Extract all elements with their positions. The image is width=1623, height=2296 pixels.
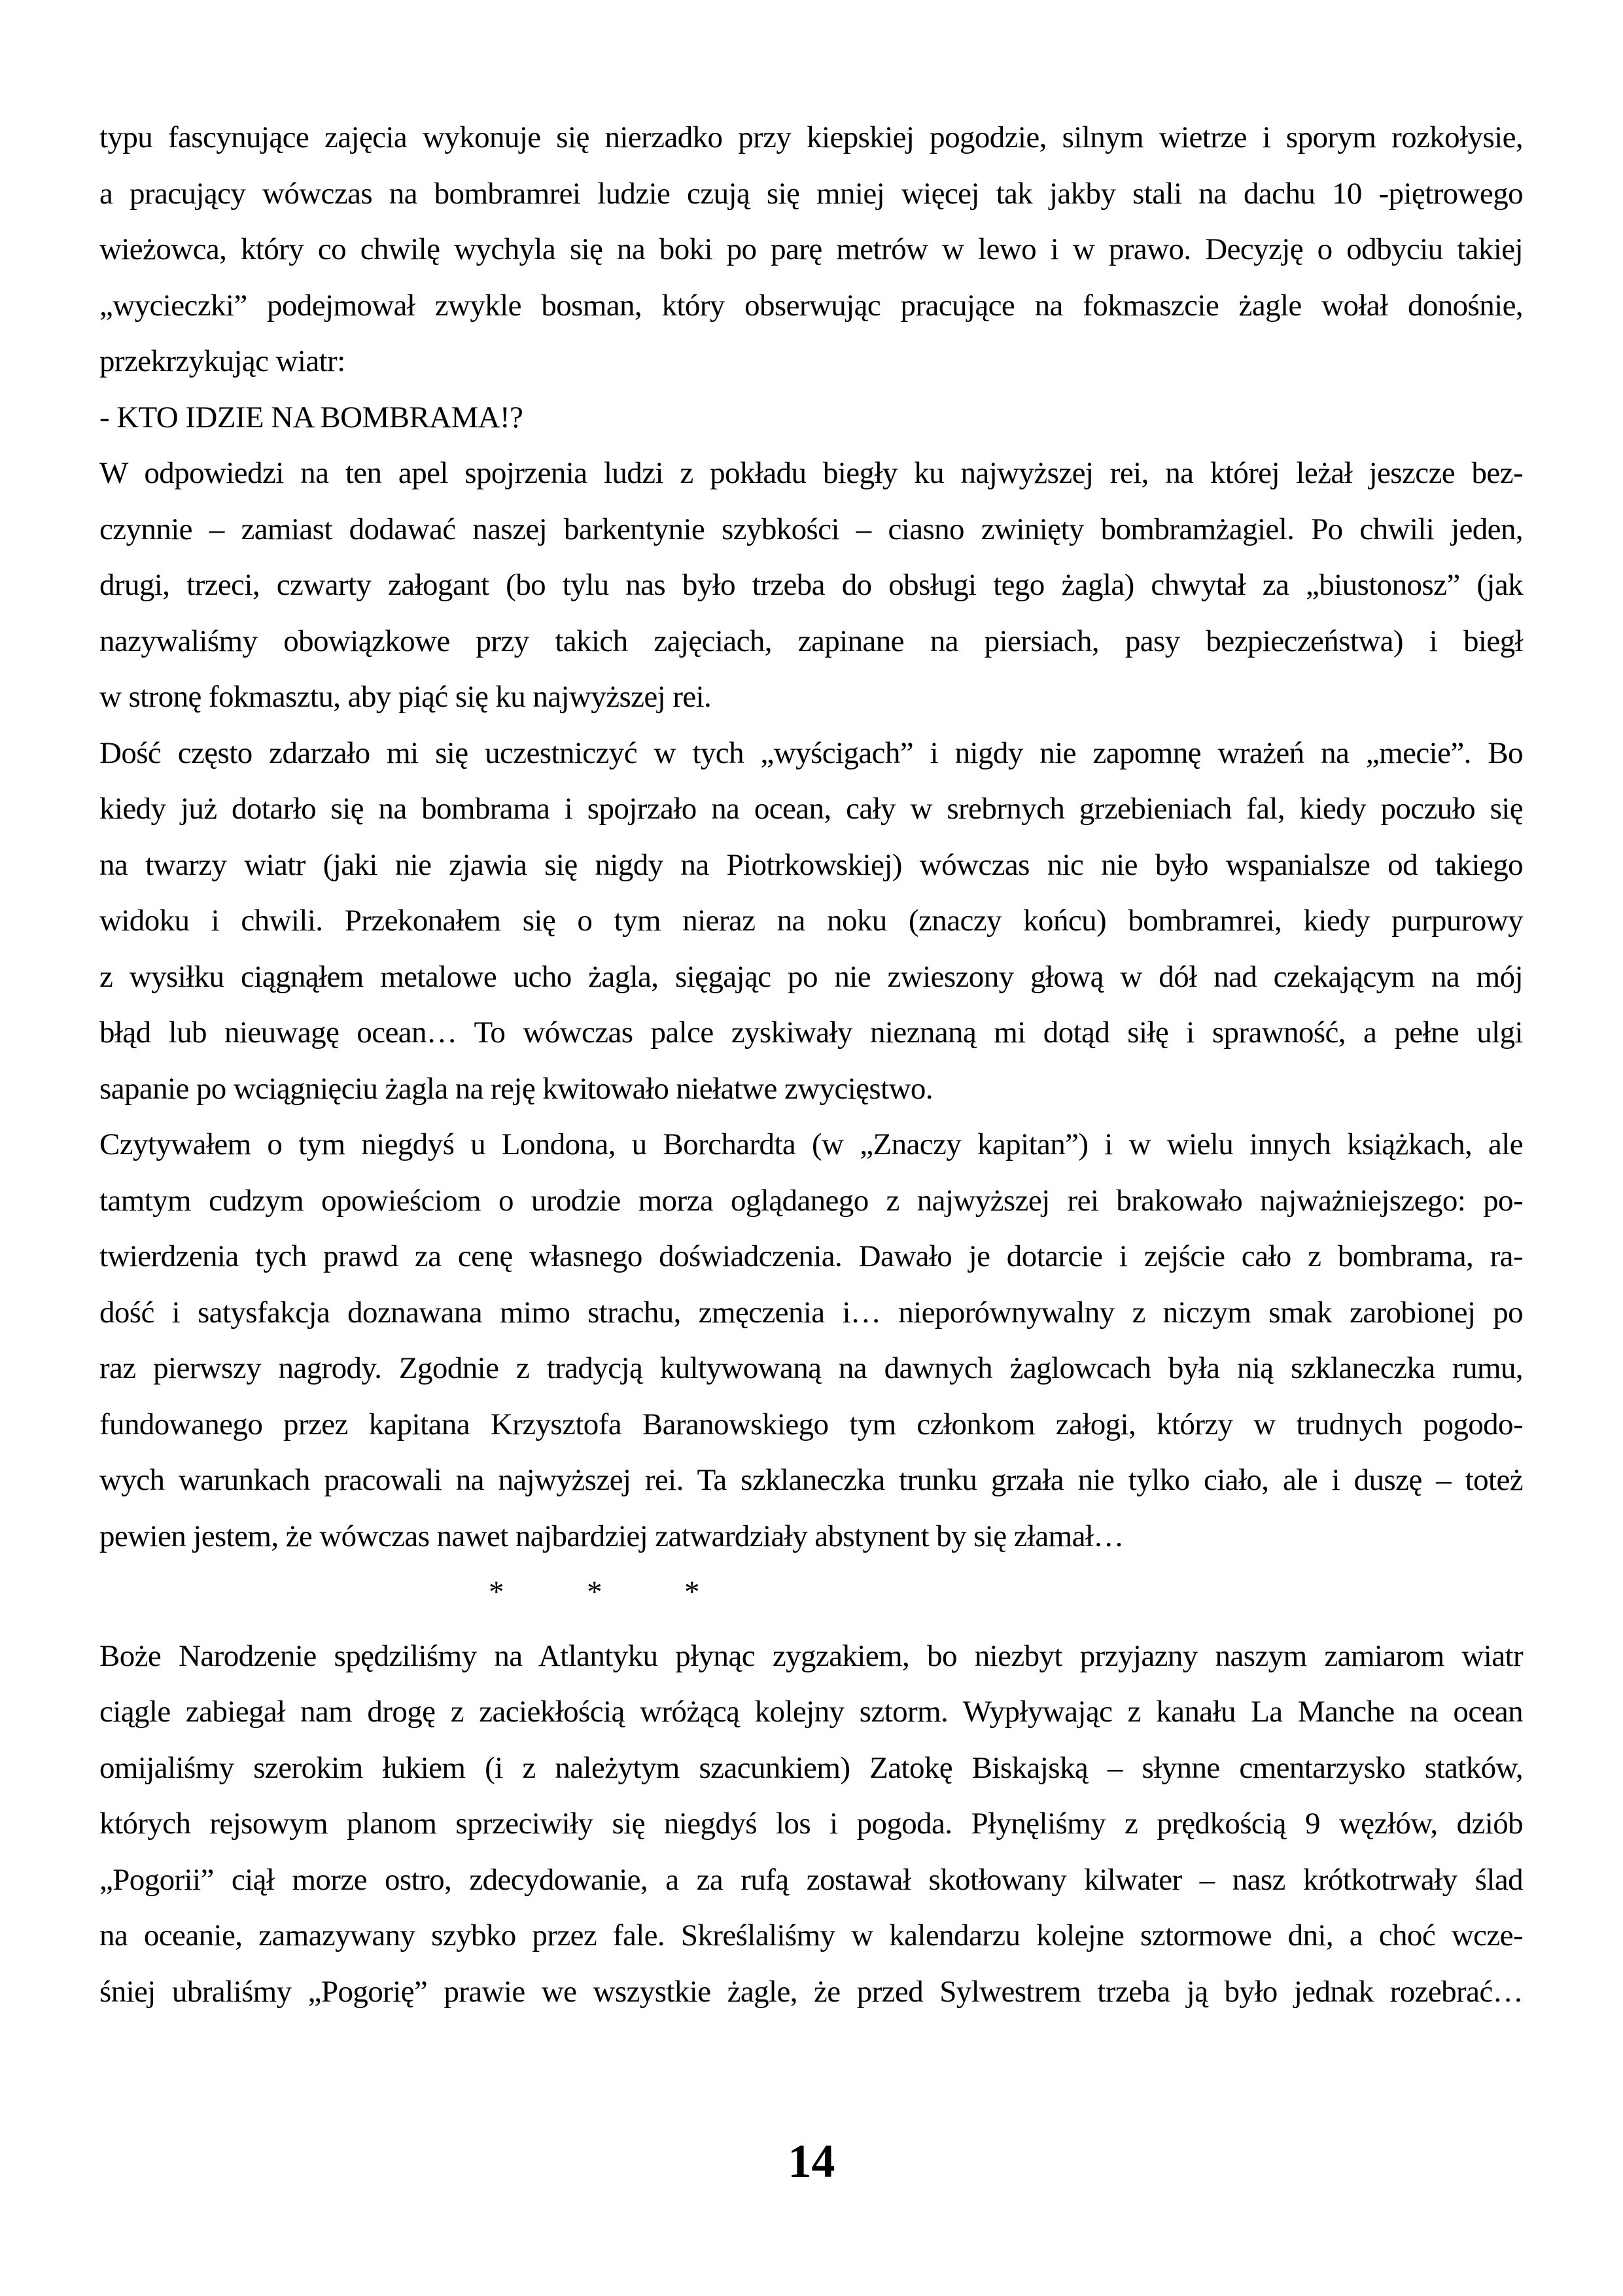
text-line: ciągle zabiegał nam drogę z zaciekłością wróżącą kolejny sztorm. Wypływając z kanału La Manche na ocean <box>99 1695 1523 1729</box>
text-line: których rejsowym planom sprzeciwiły się niegdyś los i pogoda. Płynęliśmy z prędkością 9 węzłów, dziób <box>99 1807 1523 1841</box>
text-line: a pracujący wówczas na bombramrei ludzie czują się mniej więcej tak jakby stali na dachu 10 -piętrowego <box>99 176 1523 211</box>
paragraph-dialogue <box>99 390 1523 446</box>
text-line: typu fascynujące zajęcia wykonuje się nierzadko przy kiepskiej pogodzie, silnym wietrze i sporym rozkołysie, <box>99 120 1523 154</box>
text-line: w stronę fokmasztu, aby piąć się ku najwyższej rei. <box>99 680 712 714</box>
text-line: Boże Narodzenie spędziliśmy na Atlantyku płynąc zygzakiem, bo niezbyt przyjazny naszym zamiarom wiatr <box>99 1638 1523 1673</box>
paragraph <box>99 1117 1523 1564</box>
text-line: Dość często zdarzało mi się uczestniczyć w tych „wyścigach” i nigdy nie zapomnę wrażeń na „mecie”. Bo <box>99 735 1523 770</box>
paragraph <box>99 1629 1523 2021</box>
text-line: na oceanie, zamazywany szybko przez fale. Skreślaliśmy w kalendarzu kolejne sztormowe dni, a choć wcze- <box>99 1918 1523 1952</box>
spacer <box>99 1621 1523 1629</box>
text-line: śniej ubraliśmy „Pogorię” prawie we wszystkie żagle, że przed Sylwestrem trzeba ją było jednak rozebrać… <box>99 1974 1523 2009</box>
paragraph <box>99 726 1523 1118</box>
text-line: omijaliśmy szerokim łukiem (i z należytym szacunkiem) Zatokę Biskajską – słynne cmentarzysko statków, <box>99 1750 1523 1785</box>
asterisk-icon: * <box>684 1575 700 1609</box>
text-line: dość i satysfakcja doznawana mimo strachu, zmęczenia i… nieporównywalny z niczym smak zarobionej po <box>99 1295 1523 1330</box>
asterisk-icon: * <box>587 1575 602 1609</box>
text-line: błąd lub nieuwagę ocean… To wówczas palce zyskiwały nieznaną mi dotąd siłę i sprawność, a pełne ulgi <box>99 1016 1523 1050</box>
text-line: z wysiłku ciągnąłem metalowe ucho żagla, sięgając po nie zwieszony głową w dół nad czekającym na mój <box>99 959 1523 994</box>
text-line: kiedy już dotarło się na bombrama i spojrzało na ocean, cały w srebrnych grzebieniach fal, kiedy poczuło się <box>99 792 1523 826</box>
text-line: czynnie – zamiast dodawać naszej barkentynie szybkości – ciasno zwinięty bombramżagiel. Po chwili jeden, <box>99 512 1523 546</box>
text-line: na twarzy wiatr (jaki nie zjawia się nigdy na Piotrkowskiej) wówczas nic nie było wspanialsze od takiego <box>99 847 1523 882</box>
text-line: Czytywałem o tym niegdyś u Londona, u Borchardta (w „Znaczy kapitan”) i w wielu innych książkach, ale <box>99 1127 1523 1161</box>
text-line: wieżowca, który co chwilę wychyla się na boki po parę metrów w lewo i w prawo. Decyzję o odbyciu takiej <box>99 232 1523 266</box>
text-line: widoku i chwili. Przekonałem się o tym nieraz na noku (znaczy końcu) bombramrei, kiedy purpurowy <box>99 904 1523 938</box>
section-separator <box>99 1564 1523 1621</box>
dialogue-line: - KTO IDZIE NA BOMBRAMA!? <box>99 400 523 434</box>
text-line: wych warunkach pracowali na najwyższej rei. Ta szklaneczka trunku grzała nie tylko ciało, ale i duszę – toteż <box>99 1463 1523 1497</box>
page-number: 14 <box>788 2135 835 2187</box>
text-line: pewien jestem, że wówczas nawet najbardziej zatwardziały abstynent by się złamał… <box>99 1519 1124 1553</box>
text-line: raz pierwszy nagrody. Zgodnie z tradycją kultywowaną na dawnych żaglowcach była nią szklaneczka rumu, <box>99 1351 1523 1385</box>
text-line: W odpowiedzi na ten apel spojrzenia ludzi z pokładu biegły ku najwyższej rei, na której leżał jeszcze bez- <box>99 456 1523 490</box>
text-line: drugi, trzeci, czwarty załogant (bo tylu nas było trzeba do obsługi tego żagla) chwytał za „biustonosz” (jak <box>99 568 1523 602</box>
text-line: tamtym cudzym opowieściom o urodzie morza oglądanego z najwyższej rei brakowało najważniejszego: po- <box>99 1183 1523 1218</box>
text-line: przekrzykując wiatr: <box>99 344 345 378</box>
text-line: „Pogorii” ciął morze ostro, zdecydowanie, a za rufą zostawał skotłowany kilwater – nasz krótkotrwały ślad <box>99 1862 1523 1897</box>
text-line: sapanie po wciągnięciu żagla na reję kwitowało niełatwe zwycięstwo. <box>99 1071 933 1106</box>
paragraph <box>99 446 1523 726</box>
asterisk-icon: * <box>489 1575 504 1609</box>
text-line: „wycieczki” podejmował zwykle bosman, który obserwując pracujące na fokmaszcie żagle wołał donośnie, <box>99 288 1523 323</box>
document-page-body <box>99 110 1523 2020</box>
paragraph <box>99 110 1523 390</box>
text-line: nazywaliśmy obowiązkowe przy takich zajęciach, zapinane na piersiach, pasy bezpieczeństwa) i biegł <box>99 624 1523 658</box>
text-line: fundowanego przez kapitana Krzysztofa Baranowskiego tym członkom załogi, którzy w trudnych pogodo- <box>99 1407 1523 1441</box>
text-line: twierdzenia tych prawd za cenę własnego doświadczenia. Dawało je dotarcie i zejście cało z bombrama, ra- <box>99 1239 1523 1273</box>
